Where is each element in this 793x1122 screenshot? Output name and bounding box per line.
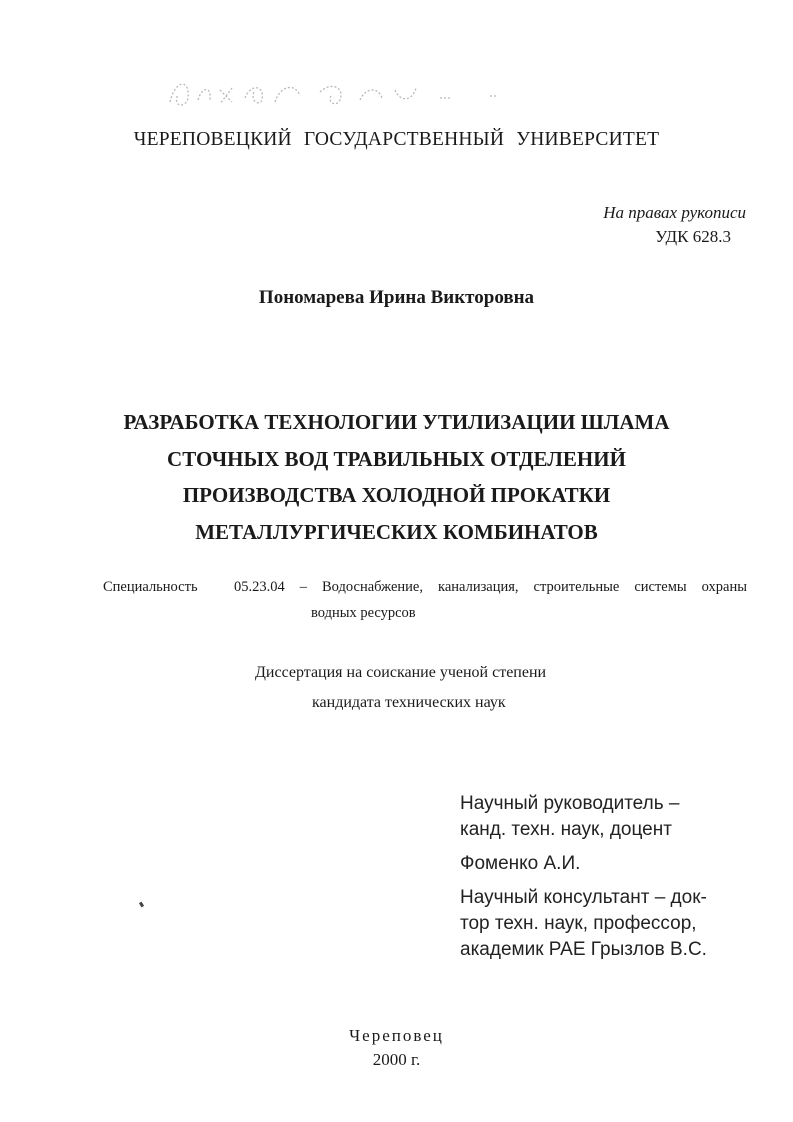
spacer — [460, 843, 707, 851]
consultant-role: Научный консультант – док- — [460, 887, 707, 908]
dissertation-degree-line: кандидата технических наук — [312, 694, 506, 711]
specialty-text: 05.23.04 – Водоснабжение, канализация, строительные системы охраны — [234, 579, 747, 595]
title-line: РАЗРАБОТКА ТЕХНОЛОГИИ УТИЛИЗАЦИИ ШЛАМА — [123, 410, 670, 434]
dissertation-title — [0, 404, 793, 550]
supervisor-degree: канд. техн. наук, доцент — [460, 819, 672, 840]
title-line: МЕТАЛЛУРГИЧЕСКИХ КОМБИНАТОВ — [195, 519, 598, 544]
consultant-name: академик РАЕ Грызлов В.С. — [460, 939, 707, 960]
specialty-label: Специальность — [103, 579, 198, 595]
library-stamp-scribble — [150, 72, 530, 114]
manuscript-rights-note: На правах рукописи — [603, 203, 746, 222]
year: 2000 г. — [372, 1050, 421, 1069]
dissertation-degree-line: Диссертация на соискание ученой степени — [255, 664, 547, 681]
spacer — [460, 877, 707, 885]
consultant-degree: тор техн. наук, профессор, — [460, 913, 697, 934]
advisors-block — [460, 791, 707, 963]
city: Череповец — [349, 1026, 444, 1045]
specialty-text-continued: водных ресурсов — [311, 605, 416, 621]
scan-speck — [139, 902, 144, 908]
supervisor-name: Фоменко А.И. — [460, 853, 581, 874]
supervisor-role: Научный руководитель – — [460, 793, 680, 814]
title-line: СТОЧНЫХ ВОД ТРАВИЛЬНЫХ ОТДЕЛЕНИЙ — [167, 446, 626, 471]
author-name: Пономарева Ирина Викторовна — [258, 287, 535, 308]
title-line: ПРОИЗВОДСТВА ХОЛОДНОЙ ПРОКАТКИ — [182, 483, 611, 507]
university-name: ЧЕРЕПОВЕЦКИЙ ГОСУДАРСТВЕННЫЙ УНИВЕРСИТЕТ — [133, 129, 660, 150]
udk-code: УДК 628.3 — [655, 227, 731, 246]
